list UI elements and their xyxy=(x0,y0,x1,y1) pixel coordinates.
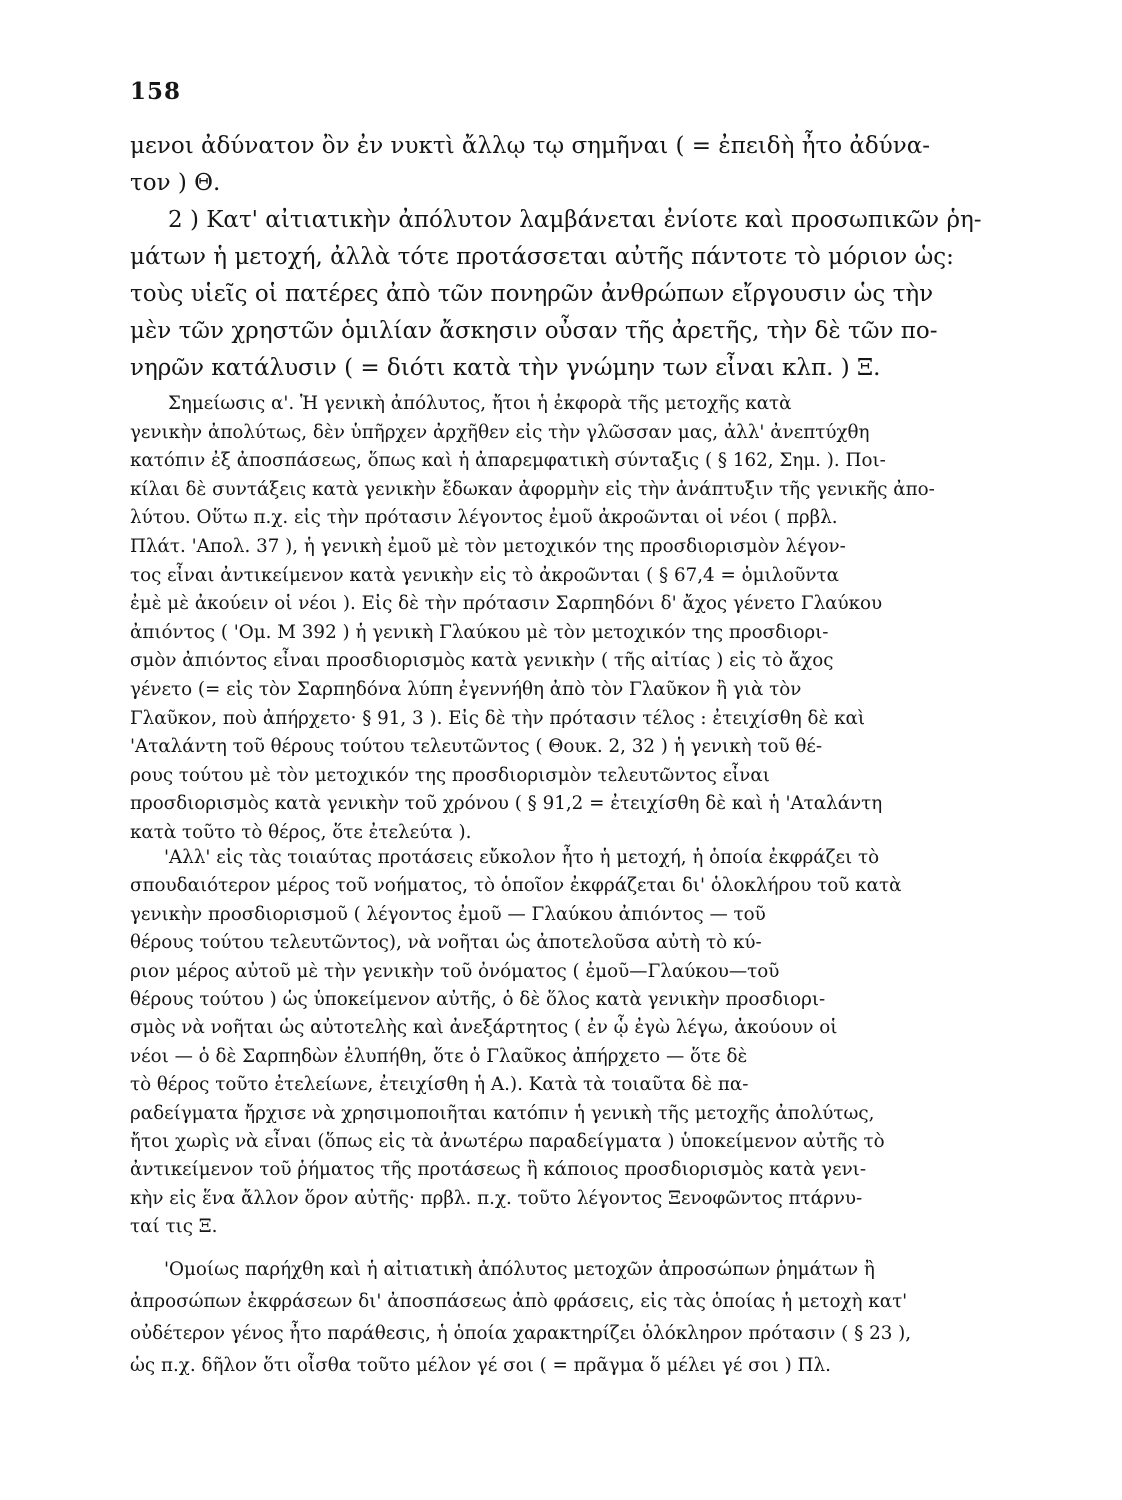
note-continuation-paragraph xyxy=(130,844,1042,1242)
text-line: γένετο (= εἰς τὸν Σαρπηδόνα λύπη ἐγεννήθη ἀπὸ τὸν Γλαῦκον ἢ γιὰ τὸν xyxy=(130,678,802,700)
text-line: ταί τις Ξ. xyxy=(130,1216,218,1238)
text-line: Πλάτ. 'Απολ. 37 ), ἡ γενικὴ ἐμοῦ μὲ τὸν μετοχικόν της προσδιορισμὸν λέγον- xyxy=(130,535,846,557)
text-line: οὐδέτερον γένος ἦτο παράθεσις, ἡ ὁποία χαρακτηρίζει ὁλόκληρον πρότασιν ( § 23 ), xyxy=(130,1323,912,1344)
text-line: τοὺς υἱεῖς οἱ πατέρες ἀπὸ τῶν πονηρῶν ἀνθρώπων εἴργουσιν ὡς τὴν xyxy=(130,281,934,307)
text-line: Γλαῦκον, ποὺ ἀπήρχετο· § 91, 3 ). Εἰς δὲ τὴν πρότασιν τέλος : ἐτειχίσθη δὲ καὶ xyxy=(130,707,866,729)
text-line: τὸ θέρος τοῦτο ἐτελείωνε, ἐτειχίσθη ἡ Α.). Κατὰ τὰ τοιαῦτα δὲ πα- xyxy=(130,1074,749,1096)
text-line: γενικὴν ἀπολύτως, δὲν ὑπῆρχεν ἀρχῆθεν εἰς τὴν γλῶσσαν μας, ἀλλ' ἀνεπτύχθη xyxy=(130,421,870,443)
text-line: ἀπροσώπων ἐκφράσεων δι' ἀποσπάσεως ἀπὸ φράσεις, εἰς τὰς ὁποίας ἡ μετοχὴ κατ' xyxy=(130,1291,908,1312)
text-line: νηρῶν κατάλυσιν ( = διότι κατὰ τὴν γνώμην των εἶναι κλπ. ) Ξ. xyxy=(130,355,881,381)
text-line: σμὸς νὰ νοῆται ὡς αὐτοτελὴς καὶ ἀνεξάρτητος ( ἐν ᾧ ἐγὼ λέγω, ἀκούουν οἱ xyxy=(130,1017,838,1039)
text-line: θέρους τούτου τελευτῶντος), νὰ νοῆται ὡς ἀποτελοῦσα αὐτὴ τὸ κύ- xyxy=(130,932,762,954)
text-line: μάτων ἡ μετοχή, ἀλλὰ τότε προτάσσεται αὐτῆς πάντοτε τὸ μόριον ὡς: xyxy=(130,244,954,270)
text-line: ριον μέρος αὐτοῦ μὲ τὴν γενικὴν τοῦ ὀνόματος ( ἐμοῦ—Γλαύκου—τοῦ xyxy=(130,960,780,982)
text-line: θέρους τούτου ) ὡς ὑποκείμενον αὐτῆς, ὁ δὲ ὅλος κατὰ γενικὴν προσδιορι- xyxy=(130,989,826,1011)
text-line: ἀπιόντος ( 'Ομ. Μ 392 ) ἡ γενικὴ Γλαύκου μὲ τὸν μετοχικόν της προσδιορι- xyxy=(130,621,829,643)
text-line: τος εἶναι ἀντικείμενον κατὰ γενικὴν εἰς τὸ ἀκροῶνται ( § 67,4 = ὁμιλοῦντα xyxy=(130,564,839,586)
text-line: κὴν εἰς ἕνα ἄλλον ὅρον αὐτῆς· πρβλ. π.χ. τοῦτο λέγοντος Ξενοφῶντος πτάρνυ- xyxy=(130,1187,863,1209)
page-number: 158 xyxy=(130,78,182,105)
note-paragraph xyxy=(130,390,1042,848)
text-line: κατὰ τοῦτο τὸ θέρος, ὅτε ἐτελεύτα ). xyxy=(130,821,472,843)
main-paragraph xyxy=(130,128,1042,387)
text-line: ὡς π.χ. δῆλον ὅτι οἶσθα τοῦτο μέλον γέ σοι ( = πρᾶγμα ὅ μέλει γέ σοι ) Πλ. xyxy=(130,1355,831,1376)
text-line: 2 ) Κατ' αἰτιατικὴν ἀπόλυτον λαμβάνεται ἐνίοτε καὶ προσωπικῶν ῥη- xyxy=(168,207,982,233)
text-line: κατόπιν ἐξ ἀποσπάσεως, ὅπως καὶ ἡ ἀπαρεμφατικὴ σύνταξις ( § 162, Σημ. ). Ποι- xyxy=(130,450,886,472)
text-line: ἤτοι χωρὶς νὰ εἶναι (ὅπως εἰς τὰ ἀνωτέρω παραδείγματα ) ὑποκείμενον αὐτῆς τὸ xyxy=(130,1131,885,1153)
text-line: νέοι — ὁ δὲ Σαρπηδὼν ἐλυπήθη, ὅτε ὁ Γλαῦκος ἀπήρχετο — ὅτε δὲ xyxy=(130,1045,748,1067)
text-line: μενοι ἀδύνατον ὂν ἐν νυκτὶ ἄλλῳ τῳ σημῆναι ( = ἐπειδὴ ἦτο ἀδύνα- xyxy=(130,133,931,159)
text-line: μὲν τῶν χρηστῶν ὁμιλίαν ἄσκησιν οὖσαν τῆς ἀρετῆς, τὴν δὲ τῶν πο- xyxy=(130,318,938,344)
text-line: ραδείγματα ἤρχισε νὰ χρησιμοποιῆται κατόπιν ἡ γενικὴ τῆς μετοχῆς ἀπολύτως, xyxy=(130,1102,875,1124)
text-line: 'Ομοίως παρήχθη καὶ ἡ αἰτιατικὴ ἀπόλυτος μετοχῶν ἀπροσώπων ῥημάτων ἢ xyxy=(164,1259,875,1280)
text-line: 'Αλλ' εἰς τὰς τοιαύτας προτάσεις εὔκολον ἦτο ἡ μετοχή, ἡ ὁποία ἐκφράζει τὸ xyxy=(164,847,880,868)
text-line: λύτου. Οὕτω π.χ. εἰς τὴν πρότασιν λέγοντος ἐμοῦ ἀκροῶνται οἱ νέοι ( πρβλ. xyxy=(130,507,838,529)
text-line: κίλαι δὲ συντάξεις κατὰ γενικὴν ἔδωκαν ἀφορμὴν εἰς τὴν ἀνάπτυξιν τῆς γενικῆς ἀπο- xyxy=(130,478,935,500)
text-line: ἀντικείμενον τοῦ ῥήματος τῆς προτάσεως ἢ κάποιος προσδιορισμὸς κατὰ γενι- xyxy=(130,1159,867,1181)
text-line: ἐμὲ μὲ ἀκούειν οἱ νέοι ). Εἰς δὲ τὴν πρότασιν Σαρπηδόνι δ' ἄχος γένετο Γλαύκου xyxy=(130,593,883,615)
final-paragraph xyxy=(130,1254,1042,1382)
text-line: προσδιορισμὸς κατὰ γενικὴν τοῦ χρόνου ( § 91,2 = ἐτειχίσθη δὲ καὶ ἡ 'Αταλάντη xyxy=(130,793,883,815)
text-line: 'Αταλάντη τοῦ θέρους τούτου τελευτῶντος ( Θουκ. 2, 32 ) ἡ γενικὴ τοῦ θέ- xyxy=(130,736,823,758)
text-line: ρους τούτου μὲ τὸν μετοχικόν της προσδιορισμὸν τελευτῶντος εἶναι xyxy=(130,764,770,786)
text-line: γενικὴν προσδιορισμοῦ ( λέγοντος ἐμοῦ — Γλαύκου ἀπιόντος — τοῦ xyxy=(130,903,766,925)
text-line: Σημείωσις α'. Ἡ γενικὴ ἀπόλυτος, ἤτοι ἡ ἐκφορὰ τῆς μετοχῆς κατὰ xyxy=(168,393,792,414)
text-line: τον ) Θ. xyxy=(130,170,221,196)
text-line: σπουδαιότερον μέρος τοῦ νοήματος, τὸ ὁποῖον ἐκφράζεται δι' ὁλοκλήρου τοῦ κατὰ xyxy=(130,875,902,897)
text-line: σμὸν ἀπιόντος εἶναι προσδιορισμὸς κατὰ γενικὴν ( τῆς αἰτίας ) εἰς τὸ ἄχος xyxy=(130,650,834,672)
